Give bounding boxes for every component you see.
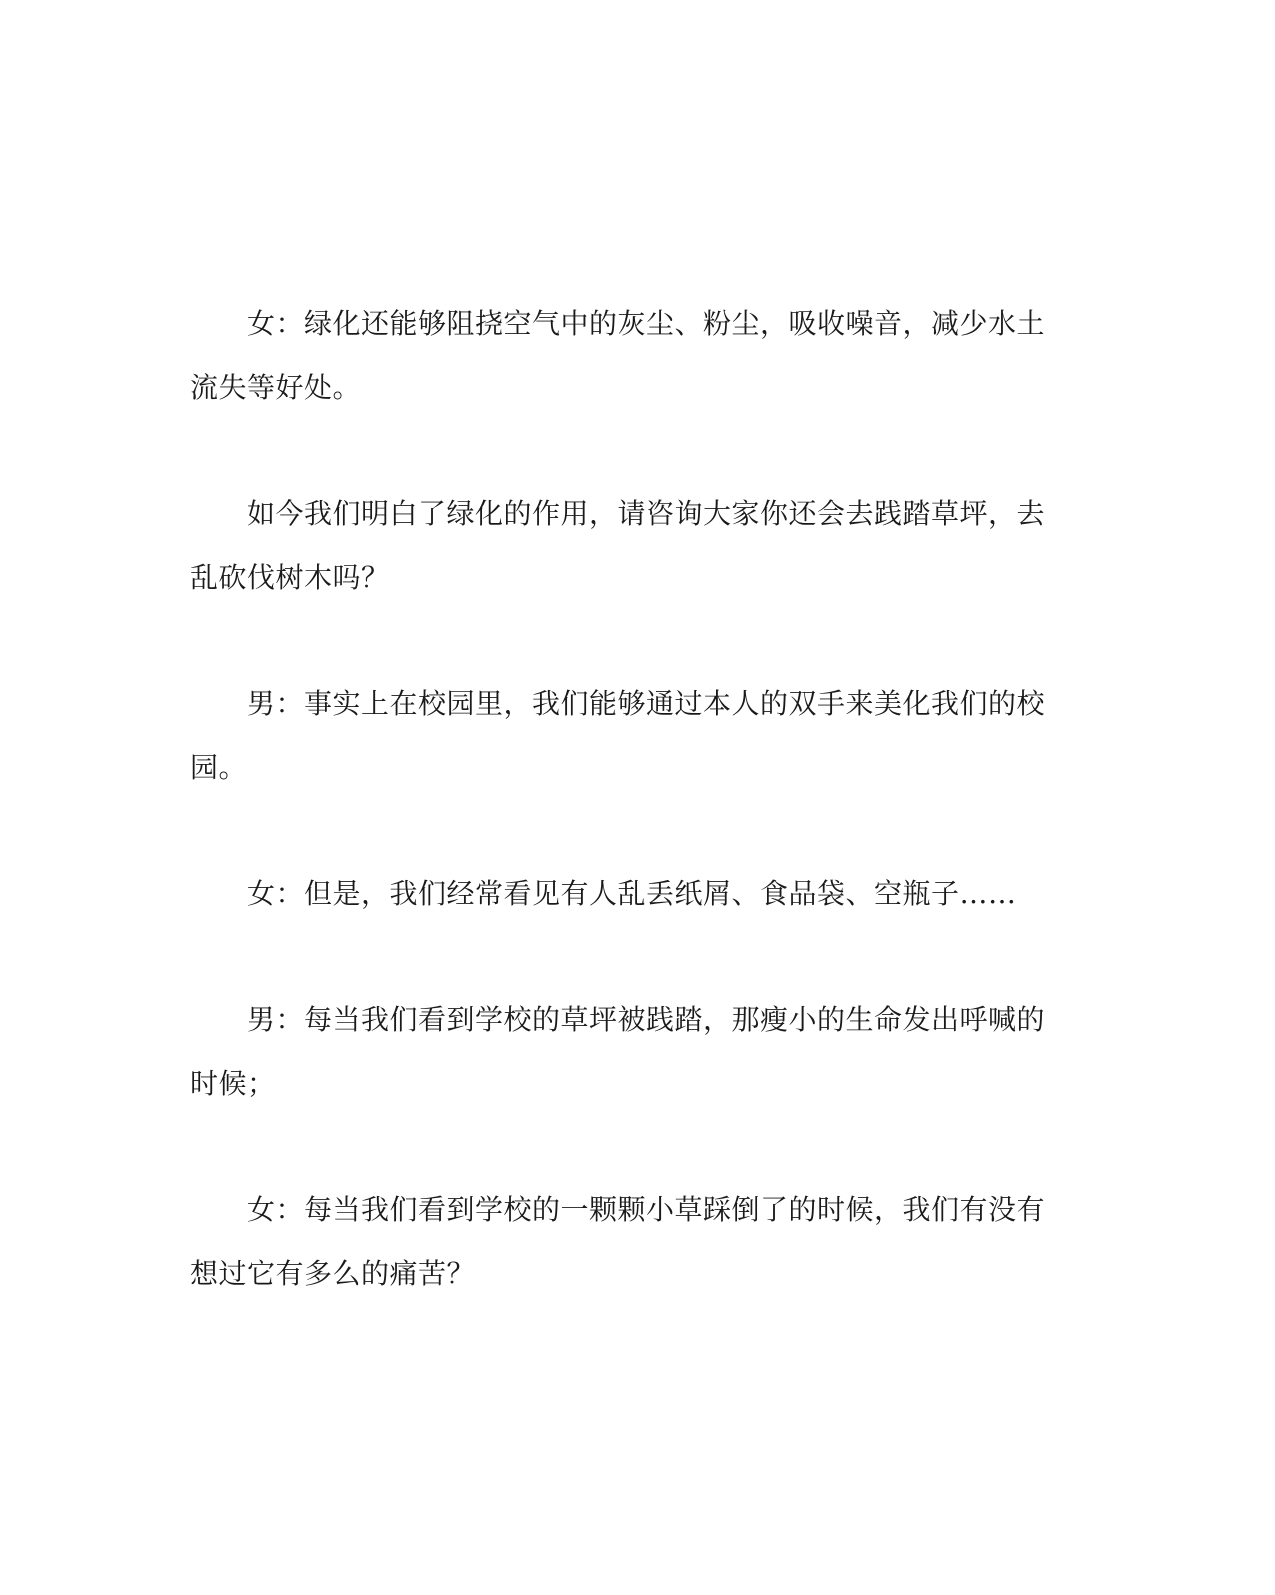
paragraph-3: 男：事实上在校园里，我们能够通过本人的双手来美化我们的校园。 bbox=[190, 687, 1046, 784]
document-body bbox=[190, 292, 1060, 1368]
paragraph-2: 如今我们明白了绿化的作用，请咨询大家你还会去践踏草坪，去乱砍伐树木吗？ bbox=[190, 497, 1046, 594]
paragraph-6: 女：每当我们看到学校的一颗颗小草踩倒了的时候，我们有没有想过它有多么的痛苦？ bbox=[190, 1193, 1046, 1290]
paragraph-4: 女：但是，我们经常看见有人乱丢纸屑、食品袋、空瓶子…… bbox=[247, 877, 1017, 910]
paragraph-1: 女：绿化还能够阻挠空气中的灰尘、粉尘，吸收噪音，减少水土流失等好处。 bbox=[190, 307, 1046, 404]
paragraph-5: 男：每当我们看到学校的草坪被践踏，那瘦小的生命发出呼喊的时候； bbox=[190, 1003, 1046, 1100]
